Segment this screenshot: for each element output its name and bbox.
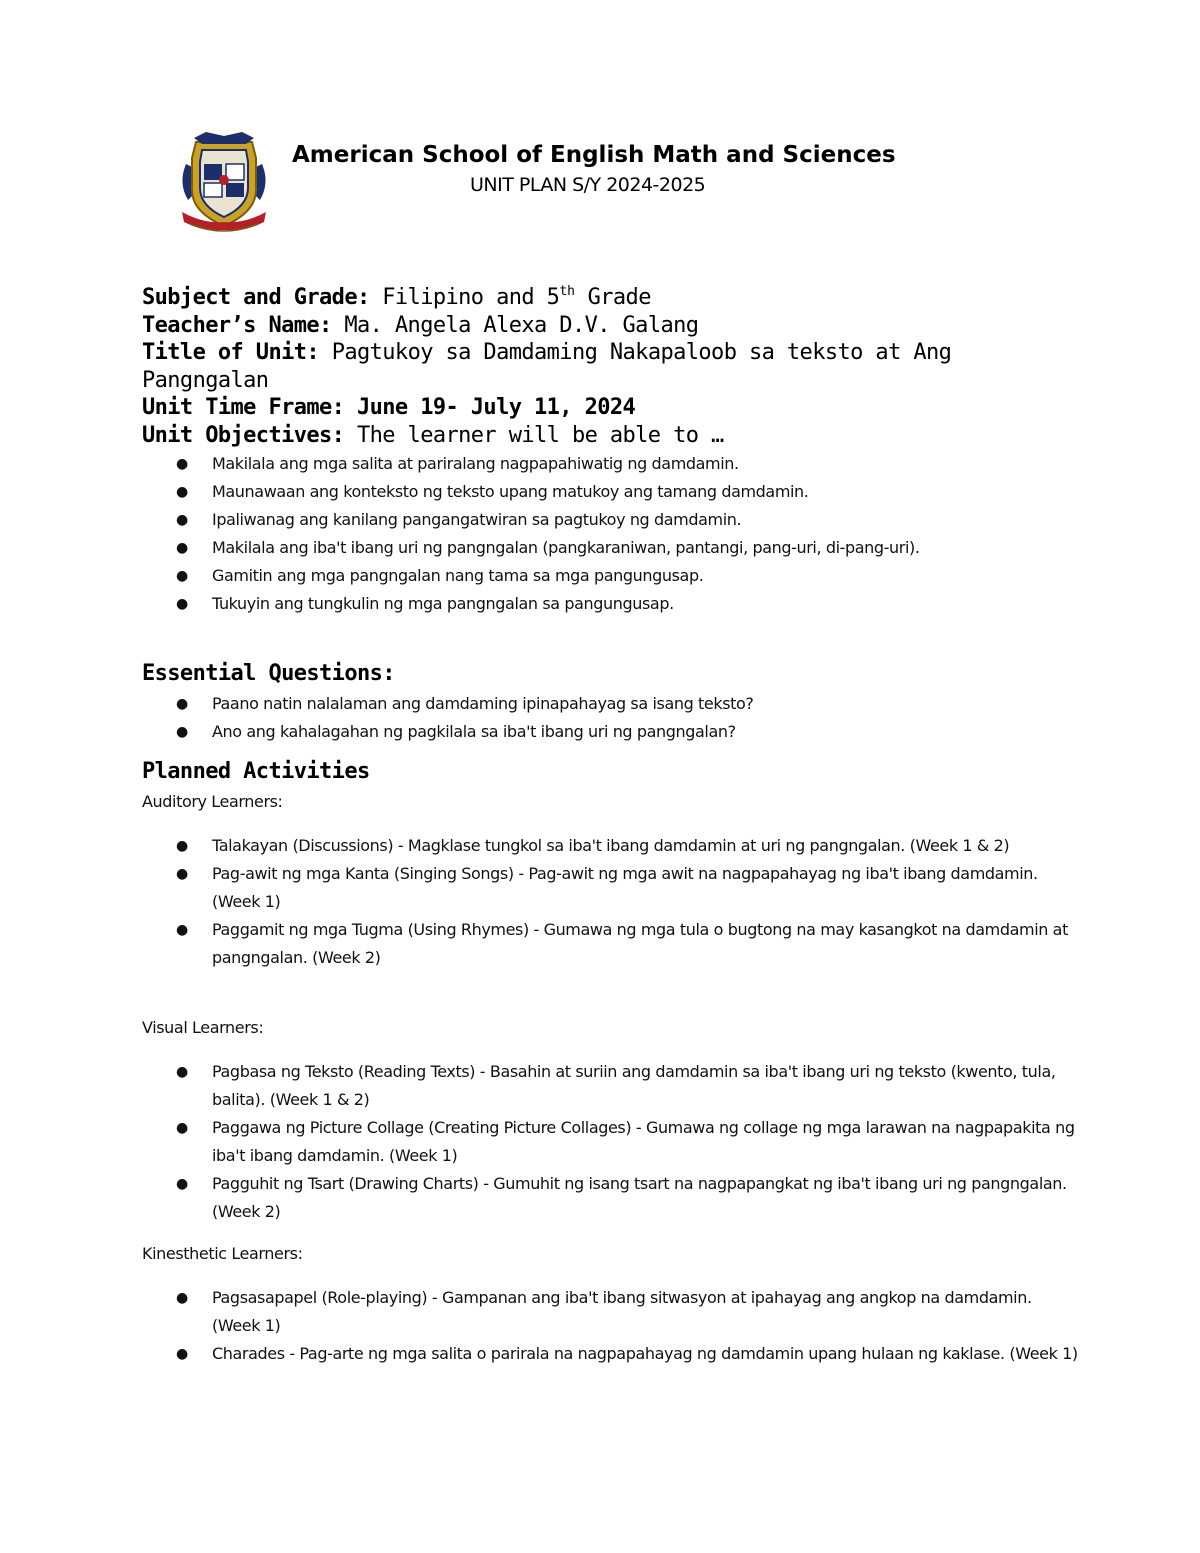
objective-text: Gamitin ang mga pangngalan nang tama sa mga pangungusap.	[212, 566, 704, 585]
list-item	[142, 1340, 1082, 1368]
unit-title-value: Pagtukoy sa Damdaming Nakapaloob sa teksto at Ang Pangngalan	[142, 340, 952, 393]
list-item	[142, 506, 1082, 534]
bullet-icon: ●	[176, 838, 188, 854]
visual-activities-list	[142, 1058, 1082, 1226]
activity-text: Charades - Pag-arte ng mga salita o parirala na nagpapahayag ng damdamin upang hulaan ng kaklase. (Week 1)	[212, 1344, 1078, 1363]
essential-questions-list	[142, 690, 1082, 746]
list-item	[142, 534, 1082, 562]
bullet-icon: ●	[176, 456, 188, 472]
objective-text: Ipaliwanag ang kanilang pangangatwiran sa pagtukoy ng damdamin.	[212, 510, 742, 529]
planned-activities-heading: Planned Activities	[142, 759, 370, 784]
bullet-icon: ●	[176, 866, 188, 882]
essential-questions-heading: Essential Questions:	[142, 661, 395, 686]
list-item	[142, 1114, 1082, 1170]
list-item	[142, 590, 1082, 618]
question-text: Ano ang kahalagahan ng pagkilala sa iba't ibang uri ng pangngalan?	[212, 722, 736, 741]
list-item	[142, 1284, 1082, 1340]
unit-plan-title: UNIT PLAN S/Y 2024-2025	[470, 174, 706, 196]
subject-and-grade	[142, 284, 1072, 312]
list-item	[142, 690, 1082, 718]
school-name: American School of English Math and Sciences	[292, 142, 896, 168]
bullet-icon: ●	[176, 1120, 188, 1136]
objectives-list	[142, 450, 1082, 618]
objectives-intro: The learner will be able to …	[344, 422, 724, 448]
bullet-icon: ●	[176, 1064, 188, 1080]
kinesthetic-activities-list	[142, 1284, 1082, 1368]
activity-text: Paggawa ng Picture Collage (Creating Picture Collages) - Gumawa ng collage ng mga larawan na nagpapakita ng iba't ibang damdamin. (Week 1)	[212, 1118, 1075, 1165]
activity-text: Paggamit ng mga Tugma (Using Rhymes) - Gumawa ng mga tula o bugtong na may kasangkot na damdamin at pangngalan. (Week 2)	[212, 920, 1068, 967]
activity-text: Pagbasa ng Teksto (Reading Texts) - Basahin at suriin ang damdamin sa iba't ibang uri ng teksto (kwento, tula, balita). (Week 1 & 2)	[212, 1062, 1056, 1109]
objective-text: Tukuyin ang tungkulin ng mga pangngalan sa pangungusap.	[212, 594, 674, 613]
teacher-value: Ma. Angela Alexa D.V. Galang	[331, 312, 699, 338]
list-item	[142, 860, 1082, 916]
bullet-icon: ●	[176, 512, 188, 528]
list-item	[142, 562, 1082, 590]
subject-value: Filipino and 5	[369, 285, 560, 310]
teacher-label: Teacher’s Name:	[142, 312, 332, 338]
bullet-icon: ●	[176, 1290, 188, 1306]
list-item	[142, 916, 1082, 972]
objectives-label: Unit Objectives:	[142, 422, 345, 448]
activity-text: Talakayan (Discussions) - Magklase tungkol sa iba't ibang damdamin at uri ng pangngalan. (Week 1 & 2)	[212, 836, 1010, 855]
unit-objectives-heading	[142, 422, 1072, 450]
teacher-name	[142, 312, 1072, 340]
unit-info	[142, 284, 1072, 449]
school-crest-logo-icon	[176, 128, 272, 238]
grade-ordinal-suffix: th	[559, 284, 575, 299]
bullet-icon: ●	[176, 568, 188, 584]
activity-text: Pag-awit ng mga Kanta (Singing Songs) - Pag-awit ng mga awit na nagpapahayag ng iba't ibang damdamin. (Week 1)	[212, 864, 1038, 911]
auditory-learners-label: Auditory Learners:	[142, 792, 283, 811]
bullet-icon: ●	[176, 484, 188, 500]
bullet-icon: ●	[176, 596, 188, 612]
bullet-icon: ●	[176, 922, 188, 938]
list-item	[142, 832, 1082, 860]
bullet-icon: ●	[176, 724, 188, 740]
activity-text: Pagguhit ng Tsart (Drawing Charts) - Gumuhit ng isang tsart na nagpapangkat ng iba't ibang uri ng pangngalan. (Week 2)	[212, 1174, 1067, 1221]
subject-label: Subject and Grade:	[142, 285, 370, 310]
question-text: Paano natin nalalaman ang damdaming ipinapahayag sa isang teksto?	[212, 694, 754, 713]
list-item	[142, 1058, 1082, 1114]
bullet-icon: ●	[176, 540, 188, 556]
objective-text: Makilala ang mga salita at pariralang nagpapahiwatig ng damdamin.	[212, 454, 739, 473]
kinesthetic-learners-label: Kinesthetic Learners:	[142, 1244, 303, 1263]
visual-learners-label: Visual Learners:	[142, 1018, 264, 1037]
auditory-activities-list	[142, 832, 1082, 972]
objective-text: Makilala ang iba't ibang uri ng pangngalan (pangkaraniwan, pantangi, pang-uri, di-pang-uri).	[212, 538, 920, 557]
list-item	[142, 718, 1082, 746]
list-item	[142, 450, 1082, 478]
bullet-icon: ●	[176, 696, 188, 712]
list-item	[142, 1170, 1082, 1226]
bullet-icon: ●	[176, 1176, 188, 1192]
list-item	[142, 478, 1082, 506]
unit-time-frame	[142, 394, 1072, 422]
activity-text: Pagsasapapel (Role-playing) - Gampanan ang iba't ibang sitwasyon at ipahayag ang angkop na damdamin. (Week 1)	[212, 1288, 1032, 1335]
subject-value-end: Grade	[574, 285, 651, 310]
bullet-icon: ●	[176, 1346, 188, 1362]
unit-title	[142, 339, 1072, 394]
objective-text: Maunawaan ang konteksto ng teksto upang matukoy ang tamang damdamin.	[212, 482, 809, 501]
time-frame-text: Unit Time Frame: June 19- July 11, 2024	[142, 395, 636, 420]
unit-title-label: Title of Unit:	[142, 340, 320, 365]
